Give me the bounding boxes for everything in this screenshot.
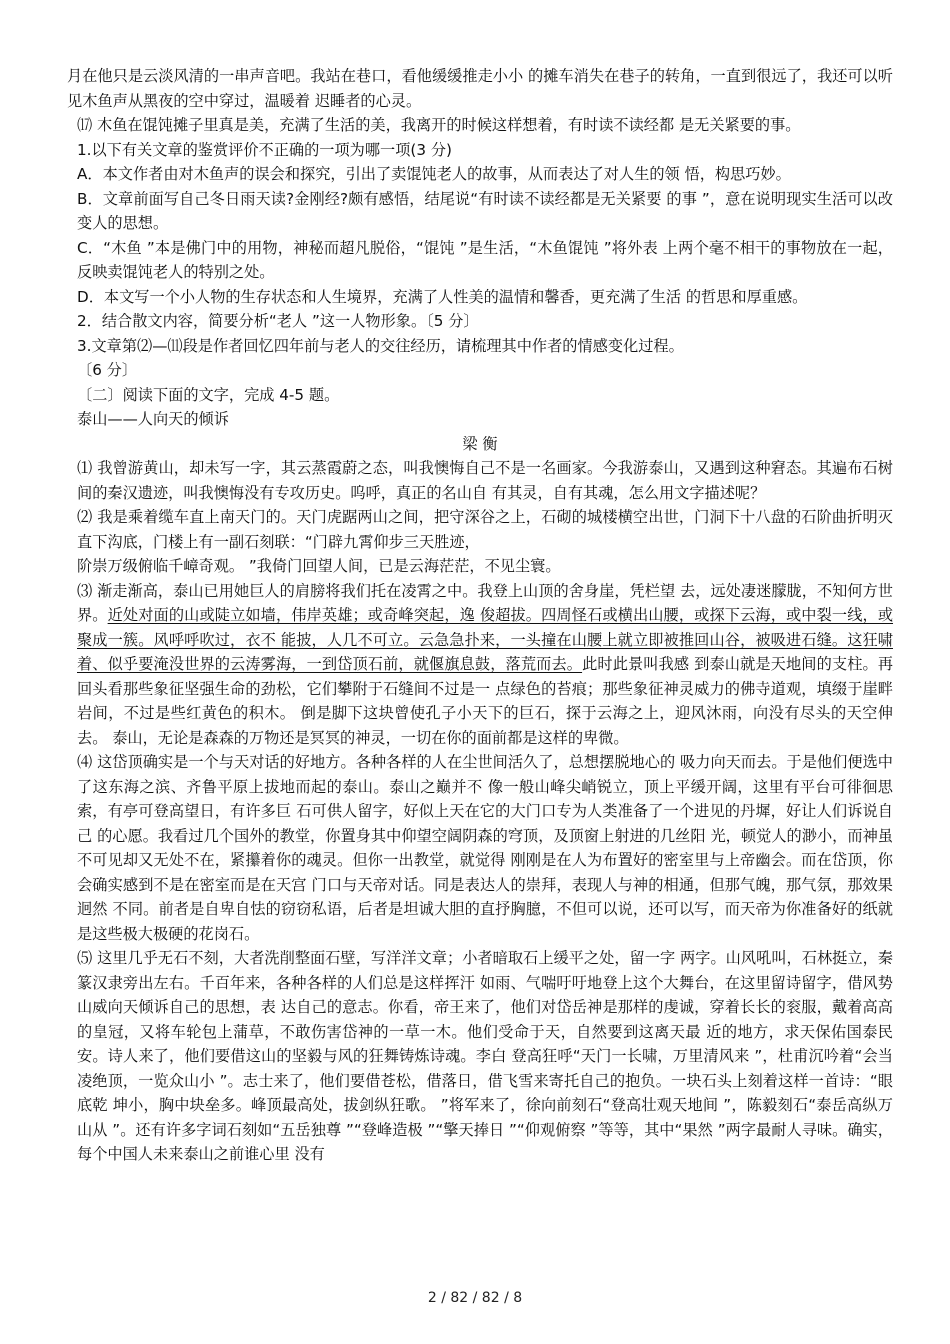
paragraph-2-couplet: 阶崇万级俯临千嶂奇观。 ”我倚门回望人间，已是云海茫茫，不见尘寰。 (77, 557, 561, 575)
paragraph-3-start: ⑶ 渐走渐高，泰山已用她巨人的肩膀将我们托在凌霄之中。我登上山顶的舍身崖，凭栏望 去，远处凄迷朦胧，不知何方世界。 (77, 581, 893, 624)
option-a: A．本文作者由对木鱼声的误会和探究，引出了卖馄饨老人的故事，从而表达了对人生的领 悟，构思巧妙。 (77, 165, 791, 183)
text-line: 月在他只是云淡风清的一串声音吧。我站在巷口，看他缓缓推走小小 的摊车消失在巷子的转角，一直到很远了，我还可以听见木鱼声从黑夜的空中穿过，温暖着 迟睡者的心灵。 (67, 67, 893, 110)
option-c: C．“木鱼 ”本是佛门中的用物，神秘而超凡脱俗，“馄饨 ”是生活，“木鱼馄饨 ”将外表 上两个毫不相干的事物放在一起，反映卖馄饨老人的特别之处。 (77, 238, 893, 281)
score-note: 〔6 分〕 (77, 361, 138, 379)
article-author: 梁 衡 (462, 434, 498, 453)
section-heading: 〔二〕阅读下面的文字，完成 4-5 题。 (77, 385, 340, 404)
paragraph-3 (67, 579, 893, 751)
page-footer: 2 / 82 / 82 / 8 (427, 1290, 523, 1306)
question-3: 3.文章第⑵—⑾段是作者回忆四年前与老人的交往经历，请梳理其中作者的情感变化过程。 (77, 336, 684, 355)
article-title: 泰山——人向天的倾诉 (77, 410, 229, 428)
paragraph-5: ⑸ 这里几乎无石不刻，大者洗削整面石壁，写洋洋文章；小者暗取石上缓平之处，留一字 两字。山风吼叫，石林挺立，秦篆汉隶旁出左右。千百年来，各种各样的人们总是这样挥汗 如雨、气喘吁吁地登上这个大舞台，在这里留诗留字，借风势山威向天倾诉自己的思想，表 达自己的意志。你看，帝王来了，他们对岱岳神是那样的虔诚，穿着长长的衮服，戴着高高 的皇冠，又将车轮包上蒲草，不敢伤害岱神的一草一木。他们受命于天，自然要到这离天最 近的地方，求天保佑国泰民安。诗人来了，他们要借这山的坚毅与风的狂舞铸炼诗魂。李白 登高狂呼“天门一长啸，万里清风来 ”，杜甫沉吟着“会当凌绝顶，一览众山小 ”。志士来了，他们要借苍松，借落日，借飞雪来寄托自己的抱负。一块石头上刻着这样一首诗：“眼底乾 坤小，胸中块垒多。峰顶最高处，拔剑纵狂歌。 ”将军来了，徐向前刻石“登高壮观天地间 ”，陈毅刻石“泰岳高纵万山从 ”。还有许多字词石刻如“五岳独尊 ”“登峰造极 ”“擎天捧日 ”“仰观俯察 ”等等，其中“果然 ”两字最耐人寻味。确实，每个中国人未来泰山之前谁心里 没有 (77, 949, 893, 1163)
paragraph-3-end: 此时此景叫我感 到泰山就是天地间的支柱。再回头看那些象征坚强生命的劲松，它们攀附于石缝间不过是一 点绿色的苔痕；那些象征神灵威力的佛寺道观，填缀于崖畔岩间，不过是些红黄色的积木。 倒是脚下这块曾使孔子小天下的巨石，探于云海之上，迎风沐雨，向没有尽头的天空伸去。 泰山，无论是森森的万物还是冥冥的神灵，一切在你的面前都是这样的卑微。 (77, 655, 894, 747)
text-line: ⒄ 木鱼在馄饨摊子里真是美，充满了生活的美，我离开的时候这样想着，有时读不读经都 是无关紧要的事。 (77, 116, 801, 134)
document-body (67, 64, 893, 1167)
paragraph-2: ⑵ 我是乘着缆车直上南天门的。天门虎踞两山之间，把守深谷之上，石砌的城楼横空出世，门洞下十八盘的石阶曲折明灭直下沟底，门楼上有一副石刻联：“门辟九霄仰步三天胜迹， (77, 508, 893, 551)
question-1: 1.以下有关文章的鉴赏评价不正确的一项为哪一项(3 分) (77, 140, 452, 159)
question-2: 2．结合散文内容，简要分析“老人 ”这一人物形象。〔5 分〕 (77, 312, 479, 330)
underlined-passage: 近处对面的山或陡立如墙，伟岸英雄；或奇峰突起，逸 俊超拔。四周怪石或横出山腰，或探下云海，或中裂一线，或聚成一簇。风呼呼吹过，衣不 能披，人几不可立。云急急扑来，一头撞在山腰上就立即被推回山谷，被吸进石缝。这狂啸 着、似乎要淹没世界的云涛雾海，一到岱顶石前，就偃旗息鼓，落荒而去。 (77, 606, 894, 673)
paragraph-4: ⑷ 这岱顶确实是一个与天对话的好地方。各种各样的人在尘世间活久了，总想摆脱地心的 吸力向天而去。于是他们便选中了这东海之滨、齐鲁平原上拔地而起的泰山。泰山之巅并不 像一般山峰尖峭锐立，顶上平缓开阔，这里有平台可徘徊思索，有亭可登高望日，有许多巨 石可供人留字，好似上天在它的大门口专为人类准备了一个进见的丹墀，好让人们诉说自己 的心愿。我看过几个国外的教堂，你置身其中仰望空阔阴森的穹顶，及顶窗上射进的几丝阳 光，顿觉人的渺小，而神虽不可见却又无处不在，紧攥着你的魂灵。但你一出教堂，就觉得 刚刚是在人为布置好的密室里与上帝幽会。而在岱顶，你会确实感到不是在密室而是在天宫 门口与天帝对话。同是表达人的崇拜，表现人与神的相通，但那气魄，那气氛，那效果迥然 不同。前者是自卑自怯的窃窃私语，后者是坦诚大胆的直抒胸臆，不但可以说，还可以写，而天帝为你准备好的纸就是这些极大极硬的花岗石。 (77, 753, 893, 943)
option-b: B．文章前面写自己冬日雨天读?金刚经?颇有感悟，结尾说“有时读不读经都是无关紧要 的事 ”，意在说明现实生活可以改变人的思想。 (77, 189, 893, 232)
paragraph-1: ⑴ 我曾游黄山，却未写一字，其云蒸霞蔚之态，叫我懊悔自己不是一名画家。今我游泰山，又遇到这种窘态。其遍布石树间的秦汉遗迹，叫我懊悔没有专攻历史。呜呼，真正的名山自 有其灵，自有其魂，怎么用文字描述呢？ (77, 459, 893, 502)
option-d: D．本文写一个小人物的生存状态和人生境界，充满了人性美的温情和馨香，更充满了生活 的哲思和厚重感。 (77, 287, 808, 306)
